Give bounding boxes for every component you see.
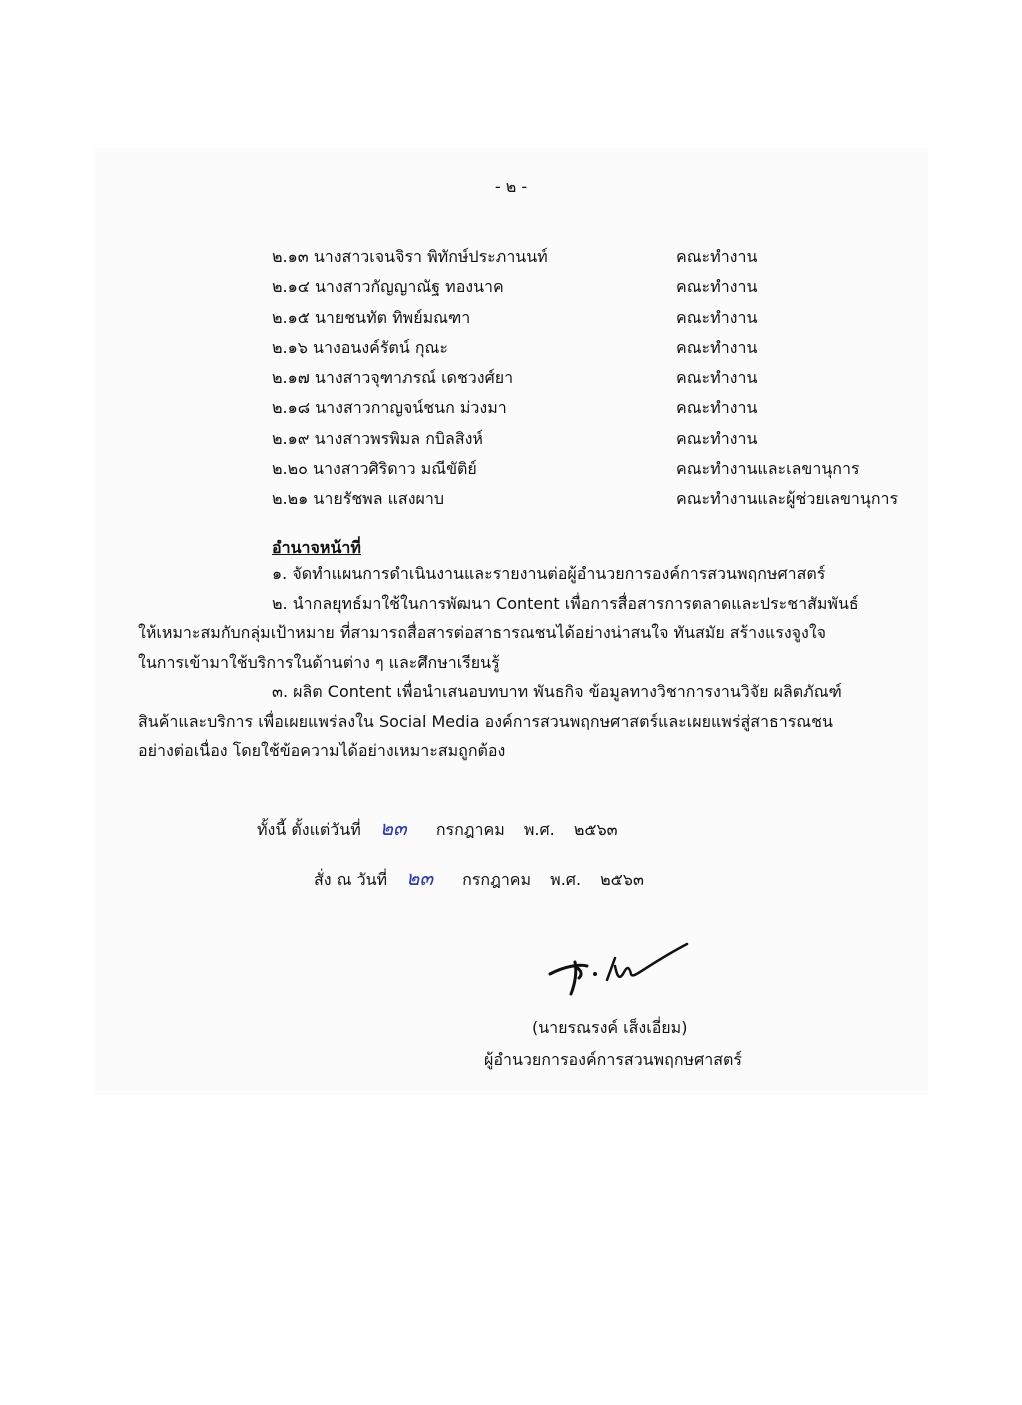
member-role: คณะทำงาน bbox=[676, 307, 758, 327]
member-role: คณะทำงาน bbox=[676, 428, 758, 448]
member-role: คณะทำงาน bbox=[676, 398, 758, 418]
member-role: คณะทำงาน bbox=[676, 337, 758, 357]
member-role: คณะทำงาน bbox=[676, 368, 758, 388]
ordered-year: ๒๕๖๓ bbox=[600, 870, 644, 889]
member-row bbox=[272, 337, 922, 367]
member-name: ๒.๑๗ นางสาวจุฑาภรณ์ เดชวงศ์ยา bbox=[272, 368, 514, 388]
member-name: ๒.๑๕ นายชนทัต ทิพย์มณฑา bbox=[272, 307, 471, 327]
member-list bbox=[272, 246, 922, 519]
member-name: ๒.๑๙ นางสาวพรพิมล กบิลสิงห์ bbox=[272, 428, 483, 448]
ordered-month: กรกฎาคม bbox=[462, 870, 532, 889]
member-role: คณะทำงาน bbox=[676, 247, 758, 266]
member-row bbox=[272, 276, 922, 306]
duty-line: อย่างต่อเนื่อง โดยใช้ข้อความได้อย่างเหมาะสมถูกต้อง bbox=[138, 741, 506, 760]
effective-month: กรกฎาคม bbox=[435, 820, 505, 839]
ordered-day: ๒๓ bbox=[406, 866, 434, 890]
ordered-prefix: สั่ง ณ วันที่ bbox=[314, 870, 388, 889]
page-number: - ๒ - bbox=[494, 177, 528, 196]
member-row bbox=[272, 488, 922, 518]
signature bbox=[545, 936, 695, 996]
member-name: ๒.๑๓ นางสาวเจนจิรา พิทักษ์ประภานนท์ bbox=[272, 247, 548, 266]
member-row bbox=[272, 307, 922, 337]
effective-year: ๒๕๖๓ bbox=[573, 820, 618, 839]
effective-day: ๒๓ bbox=[379, 816, 407, 840]
signature-stroke bbox=[607, 944, 687, 980]
member-row bbox=[272, 397, 922, 427]
signer-name: (นายรณรงค์ เส็งเอี่ยม) bbox=[532, 1018, 688, 1037]
member-row bbox=[272, 367, 922, 397]
member-name: ๒.๑๘ นางสาวกาญจน์ชนก ม่วงมา bbox=[272, 398, 507, 418]
duty-line: ให้เหมาะสมกับกลุ่มเป้าหมาย ที่สามารถสื่อสารต่อสาธารณชนได้อย่างน่าสนใจ ทันสมัย สร้างแรงจูงใจ bbox=[138, 623, 827, 642]
member-role: คณะทำงาน bbox=[676, 277, 758, 297]
ordered-era: พ.ศ. bbox=[550, 870, 582, 889]
duties-body bbox=[138, 563, 898, 770]
member-role: คณะทำงานและผู้ช่วยเลขานุการ bbox=[676, 489, 899, 509]
effective-era: พ.ศ. bbox=[523, 820, 555, 839]
duty-line: ๓. ผลิต Content เพื่อนำเสนอบทบาท พันธกิจ ข้อมูลทางวิชาการงานวิจัย ผลิตภัณฑ์ bbox=[272, 682, 842, 701]
ordered-date-line bbox=[314, 866, 658, 892]
effective-prefix: ทั้งนี้ ตั้งแต่วันที่ bbox=[257, 820, 361, 839]
member-name: ๒.๒๑ นายรัชพล แสงผาบ bbox=[272, 489, 445, 509]
member-role: คณะทำงานและเลขานุการ bbox=[676, 459, 860, 479]
duty-line: สินค้าและบริการ เพื่อเผยแพร่ลงใน Social Media องค์การสวนพฤกษศาสตร์และเผยแพร่สู่สาธารณชน bbox=[138, 711, 833, 731]
signature-stroke bbox=[550, 962, 587, 994]
member-row bbox=[272, 428, 922, 458]
signer-title: ผู้อำนวยการองค์การสวนพฤกษศาสตร์ bbox=[484, 1050, 742, 1069]
duty-line: ๒. นำกลยุทธ์มาใช้ในการพัฒนา Content เพื่อการสื่อสารการตลาดและประชาสัมพันธ์ bbox=[272, 593, 859, 613]
signature-dot bbox=[593, 972, 597, 976]
duty-line: ๑. จัดทำแผนการดำเนินงานและรายงานต่อผู้อำนวยการองค์การสวนพฤกษศาสตร์ bbox=[272, 564, 826, 583]
member-name: ๒.๑๖ นางอนงค์รัตน์ กุณะ bbox=[272, 337, 448, 357]
member-name: ๒.๑๔ นางสาวกัญญาณัฐ ทองนาค bbox=[272, 277, 504, 297]
duty-line: ในการเข้ามาใช้บริการในด้านต่าง ๆ และศึกษาเรียนรู้ bbox=[138, 652, 500, 672]
duties-heading: อำนาจหน้าที่ bbox=[272, 538, 361, 557]
effective-date-line bbox=[257, 816, 632, 842]
member-row bbox=[272, 246, 922, 276]
member-row bbox=[272, 458, 922, 488]
member-name: ๒.๒๐ นางสาวศิริดาว มณีขัติย์ bbox=[272, 459, 477, 479]
